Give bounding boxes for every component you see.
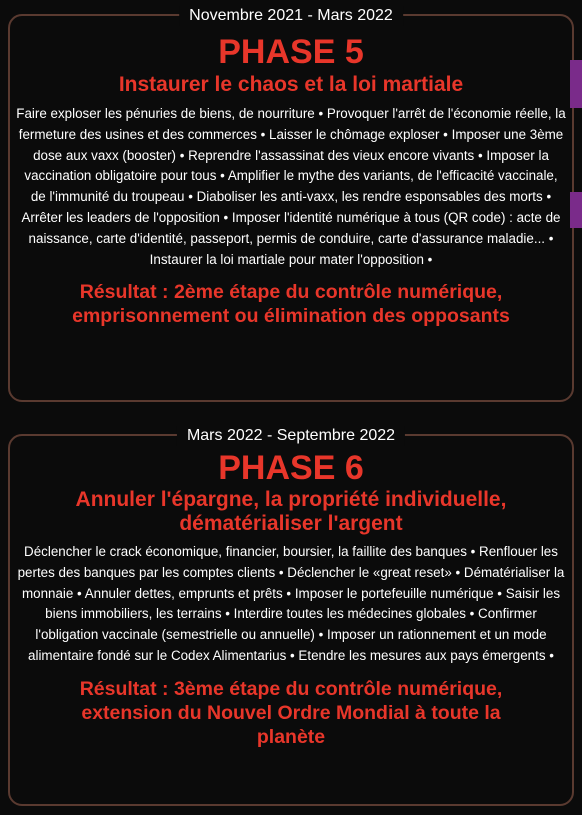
phase6-date: Mars 2022 - Septembre 2022	[177, 426, 405, 446]
phase6-body: Déclencher le crack économique, financier, boursier, la faillite des banques • Renflouer les pertes des banques par les comptes clients • Déclencher le «great reset» • Dématérialiser la monnaie • Annuler dettes, emprunts et prêts • Imposer le portefeuille numérique • Saisir les biens immobiliers, les terrains • Interdire toutes les médecines globales • Confirmer l'obligation vaccinale (semestrielle ou annuelle) • Imposer un rationnement et un mode alimentaire fondé sur le Codex Alimentarius • Etendre les mesures aux pays émergents •	[17, 544, 565, 663]
phase5-subtitle: Instaurer le chaos et la loi martiale	[118, 73, 464, 96]
phase6-result: Résultat : 3ème étape du contrôle numérique, extension du Nouvel Ordre Mondial à toute la planète	[79, 677, 503, 748]
phase5-body: Faire exploser les pénuries de biens, de nourriture • Provoquer l'arrêt de l'économie réelle, la fermeture des usines et des commerces • Laisser le chômage exploser • Imposer une 3ème dose aux vaxx (booster) • Reprendre l'assassinat des vieux encore vivants • Imposer la vaccination obligatoire pour tous • Amplifier le mythe des variants, de l'efficacité vaccinale, de l'immunité du troupeau • Diaboliser les anti-vaxx, les rendre esponsables des morts • Arrêter les leaders de l'opposition • Imposer l'identité numérique à tous (QR code) : acte de naissance, carte d'identité, passeport, permis de conduire, carte d'assurance maladie... • Instaurer la loi martiale pour mater l'opposition •	[16, 106, 566, 267]
phase6-subtitle: Annuler l'épargne, la propriété individuelle, dématérialiser l'argent	[75, 488, 507, 535]
phase5-title: PHASE 5	[218, 33, 364, 71]
phase5-panel	[8, 7, 574, 402]
purple-tab-bottom	[570, 192, 582, 228]
phase5-result: Résultat : 2ème étape du contrôle numérique, emprisonnement ou élimination des opposants	[72, 281, 510, 328]
phase6-panel	[8, 427, 574, 806]
phase6-title: PHASE 6	[218, 449, 364, 487]
phase5-date: Novembre 2021 - Mars 2022	[179, 6, 403, 26]
purple-tab-top	[570, 60, 582, 108]
